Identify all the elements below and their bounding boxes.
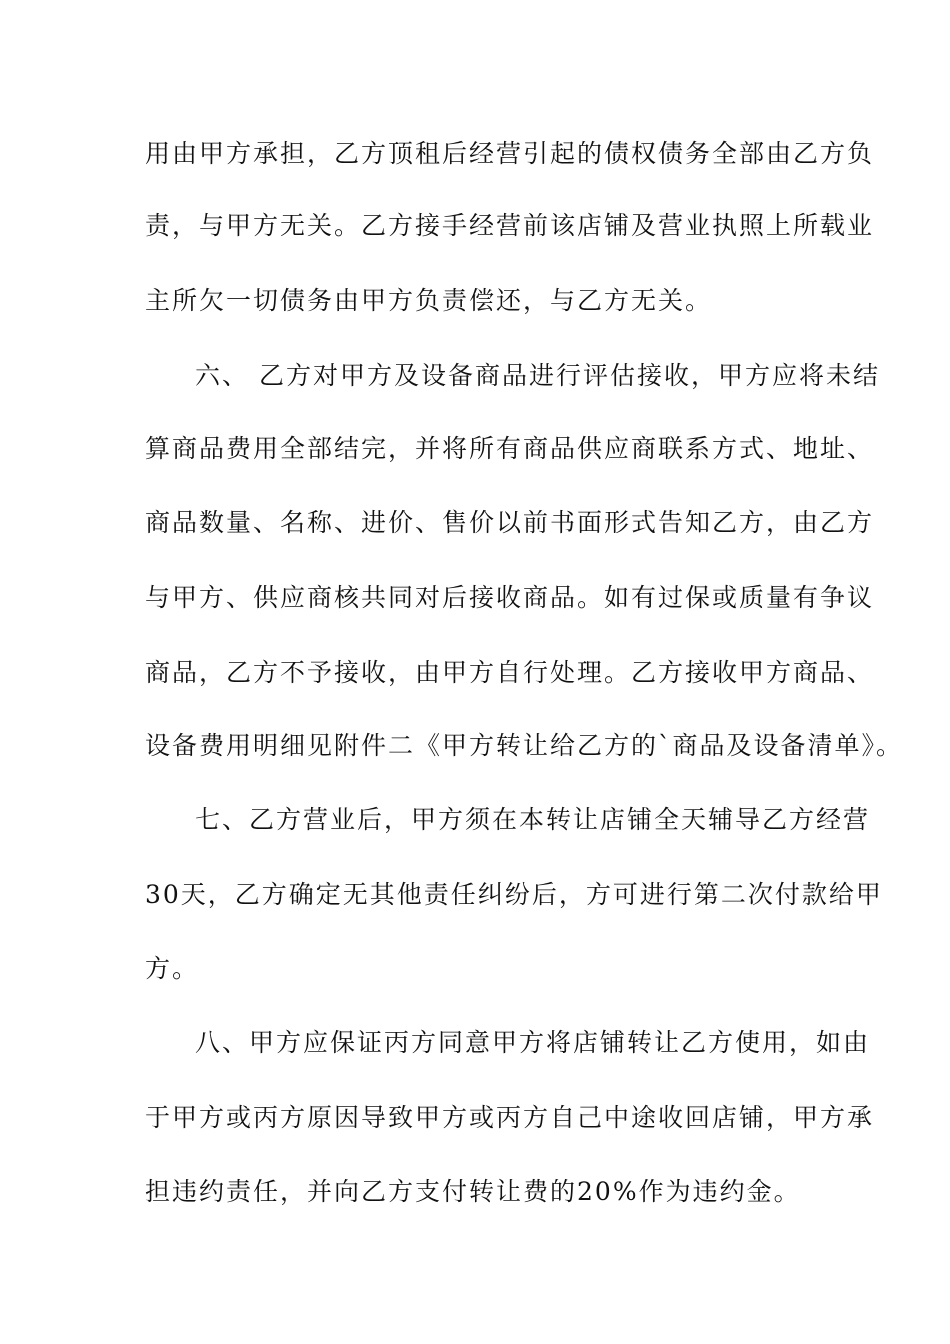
text-line: 设备费用明细见附件二《甲方转让给乙方的`商品及设备清单》。 — [145, 731, 904, 760]
text-line: 算商品费用全部结完，并将所有商品供应商联系方式、地址、 — [145, 434, 875, 463]
text-line: 30天，乙方确定无其他责任纠纷后，方可进行第二次付款给甲 — [145, 880, 883, 909]
text-line: 与甲方、供应商核共同对后接收商品。如有过保或质量有争议 — [145, 583, 875, 612]
text-line: 方。 — [145, 954, 200, 983]
text-line: 主所欠一切债务由甲方负责偿还，与乙方无关。 — [145, 286, 713, 315]
text-line: 用由甲方承担，乙方顶租后经营引起的债权债务全部由乙方负 — [145, 139, 875, 168]
text-line: 于甲方或丙方原因导致甲方或丙方自己中途收回店铺，甲方承 — [145, 1103, 875, 1132]
text-line: 责，与甲方无关。乙方接手经营前该店铺及营业执照上所载业 — [145, 211, 875, 240]
paragraph-eight-start: 八、甲方应保证丙方同意甲方将店铺转让乙方使用，如由 — [195, 1028, 871, 1057]
text-line: 商品，乙方不予接收，由甲方自行处理。乙方接收甲方商品、 — [145, 658, 875, 687]
paragraph-seven-start: 七、乙方营业后，甲方须在本转让店铺全天辅导乙方经营 — [195, 805, 871, 834]
paragraph-six-start: 六、 乙方对甲方及设备商品进行评估接收，甲方应将未结 — [195, 361, 880, 390]
text-line: 商品数量、名称、进价、售价以前书面形式告知乙方，由乙方 — [145, 508, 875, 537]
text-line: 担违约责任，并向乙方支付转让费的20%作为违约金。 — [145, 1177, 801, 1206]
